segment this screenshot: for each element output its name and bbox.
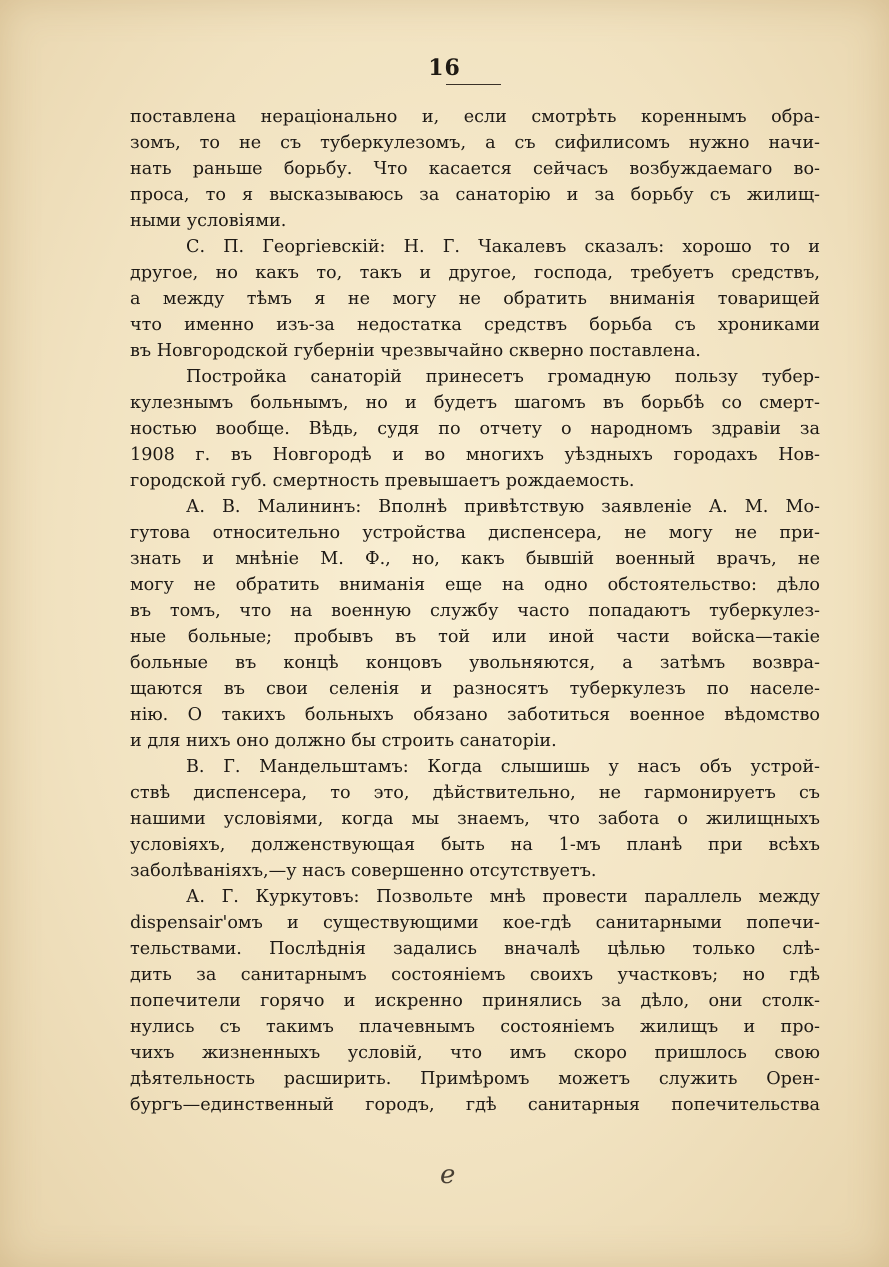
paragraph-start: В. Г. Мандельштамъ: Когда слышишь у насъ объ устрой- bbox=[186, 757, 820, 777]
paragraph-start: С. П. Георгіевскій: Н. Г. Чакалевъ сказалъ: хорошо то и bbox=[186, 237, 820, 257]
body-text bbox=[130, 104, 820, 1118]
text-line: городской губ. смертность превышаетъ рождаемость. bbox=[130, 471, 635, 491]
text-line: гутова относительно устройства диспенсера, не могу не при- bbox=[130, 523, 820, 543]
text-line: знать и мнѣніе М. Ф., но, какъ бывшій военный врачъ, не bbox=[130, 549, 820, 569]
text-line: бургъ—единственный городъ, гдѣ санитарныя попечительства bbox=[130, 1095, 820, 1115]
text-line: тельствами. Послѣднія задались вначалѣ цѣлью только слѣ- bbox=[130, 939, 820, 959]
text-line: больные въ концѣ концовъ увольняются, а затѣмъ возвра- bbox=[130, 653, 820, 673]
text-line: дѣятельность расширить. Примѣромъ можетъ служить Орен- bbox=[130, 1069, 820, 1089]
text-line: 1908 г. въ Новгородѣ и во многихъ уѣздныхъ городахъ Нов- bbox=[130, 445, 820, 465]
text-line: нулись съ такимъ плачевнымъ состояніемъ жилищъ и про- bbox=[130, 1017, 820, 1037]
text-line: попечители горячо и искренно принялись за дѣло, они столк- bbox=[130, 991, 820, 1011]
text-line: условіяхъ, долженствующая быть на 1-мъ планѣ при всѣхъ bbox=[130, 835, 820, 855]
text-line: могу не обратить вниманія еще на одно обстоятельство: дѣло bbox=[130, 575, 820, 595]
text-line: другое, но какъ то, такъ и другое, господа, требуетъ средствъ, bbox=[130, 263, 820, 283]
text-line: въ Новгородской губерніи чрезвычайно скверно поставлена. bbox=[130, 341, 701, 361]
paragraph-start: А. В. Малининъ: Вполнѣ привѣтствую заявленіе А. М. Мо- bbox=[186, 497, 820, 517]
paragraph-start: А. Г. Куркутовъ: Позвольте мнѣ провести параллель между bbox=[186, 887, 820, 907]
text-line: ные больные; пробывъ въ той или иной части войска—такіе bbox=[130, 627, 820, 647]
text-line: зомъ, то не съ туберкулезомъ, а съ сифилисомъ нужно начи- bbox=[130, 133, 820, 153]
text-line: въ томъ, что на военную службу часто попадаютъ туберкулез- bbox=[130, 601, 820, 621]
text-line: нать раньше борьбу. Что касается сейчасъ возбуждаемаго во- bbox=[130, 159, 820, 179]
text-line: нію. О такихъ больныхъ обязано заботиться военное вѣдомство bbox=[130, 705, 820, 725]
text-line: поставлена нераціонально и, если смотрѣть кореннымъ обра- bbox=[130, 107, 820, 127]
text-line: ностью вообще. Вѣдь, судя по отчету о народномъ здравіи за bbox=[130, 419, 820, 439]
text-line: чихъ жизненныхъ условій, что имъ скоро пришлось свою bbox=[130, 1043, 820, 1063]
text-line: заболѣваніяхъ,—у насъ совершенно отсутствуетъ. bbox=[130, 861, 597, 881]
text-line: dispensair'омъ и существующими кое-гдѣ санитарными попечи- bbox=[130, 913, 820, 933]
page-number-rule bbox=[446, 84, 501, 85]
text-line: щаются въ свои селенія и разносятъ туберкулезъ по населе- bbox=[130, 679, 820, 699]
text-line: дить за санитарнымъ состояніемъ своихъ участковъ; но гдѣ bbox=[130, 965, 820, 985]
text-line: ствѣ диспенсера, то это, дѣйствительно, не гармонируетъ съ bbox=[130, 783, 820, 803]
text-line: кулезнымъ больнымъ, но и будетъ шагомъ въ борьбѣ со смерт- bbox=[130, 393, 820, 413]
printer-mark: ℯ bbox=[440, 1160, 456, 1190]
text-line: а между тѣмъ я не могу не обратить вниманія товарищей bbox=[130, 289, 820, 309]
text-line: и для нихъ оно должно бы строить санаторіи. bbox=[130, 731, 557, 751]
page-number: 16 bbox=[428, 55, 461, 81]
text-line: нашими условіями, когда мы знаемъ, что забота о жилищныхъ bbox=[130, 809, 820, 829]
text-line: проса, то я высказываюсь за санаторію и за борьбу съ жилищ- bbox=[130, 185, 820, 205]
text-line: что именно изъ-за недостатка средствъ борьба съ хрониками bbox=[130, 315, 820, 335]
paragraph-start: Постройка санаторій принесетъ громадную пользу тубер- bbox=[186, 367, 820, 387]
text-line: ными условіями. bbox=[130, 211, 287, 231]
